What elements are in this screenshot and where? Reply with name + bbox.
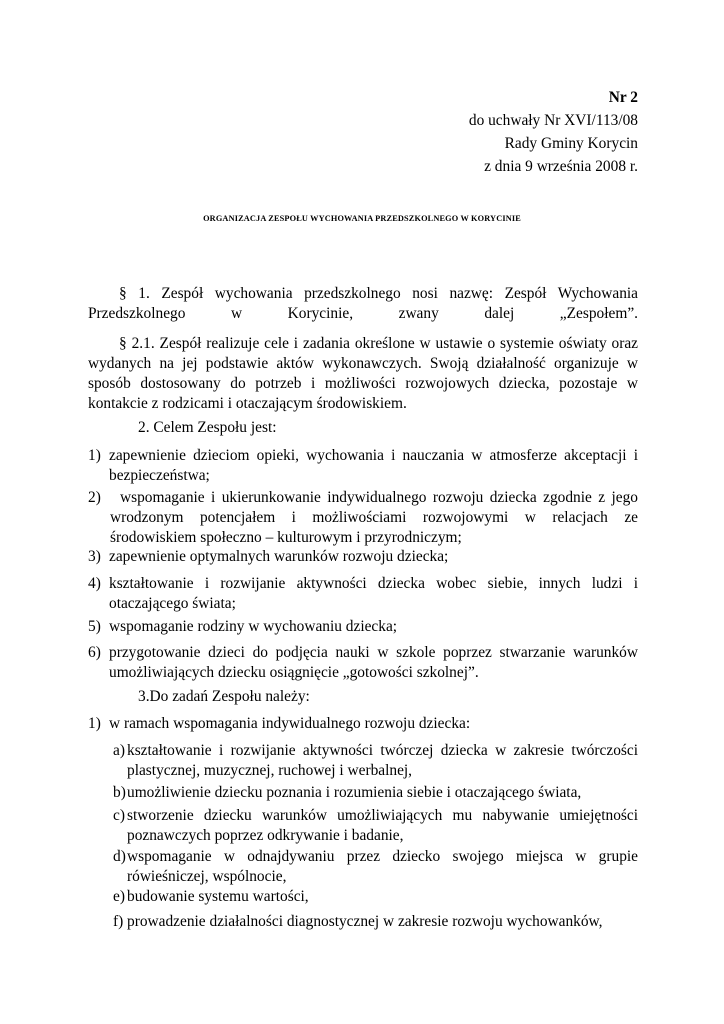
subtask-text: kształtowanie i rozwijanie aktywności twórczej dziecka w zakresie twórczości plastycznej, muzycznej, ruchowej i werbalnej, bbox=[127, 742, 638, 779]
subtask-text: wspomaganie w odnajdywaniu przez dziecko swojego miejsca w grupie rówieśniczej, wspólnocie, bbox=[127, 848, 638, 885]
subtask-text: umożliwienie dziecku poznania i rozumienia siebie i otaczającego świata, bbox=[127, 784, 582, 801]
subtask-item bbox=[113, 847, 638, 887]
goal-item bbox=[88, 547, 638, 567]
goal-item bbox=[88, 488, 638, 548]
subtask-letter: a) bbox=[113, 742, 125, 759]
subtask-text: prowadzenie działalności diagnostycznej w zakresie rozwoju wychowanków, bbox=[127, 913, 603, 930]
goal-number: 5) bbox=[88, 618, 101, 635]
task-item bbox=[88, 714, 638, 734]
goal-text: zapewnienie dzieciom opieki, wychowania i nauczania w atmosferze akceptacji i bezpieczeństwa; bbox=[109, 447, 638, 484]
attachment-number: Nr 2 bbox=[608, 89, 638, 106]
subtask-letter: d) bbox=[113, 848, 126, 865]
subtask-item bbox=[113, 912, 638, 932]
section-1-text: § 1. Zespół wychowania przedszkolnego nosi nazwę: Zespół Wychowania Przedszkolnego w Korycinie, zwany dalej „Zespołem”. bbox=[88, 285, 638, 322]
section-2-1-paragraph bbox=[88, 334, 638, 414]
section-1-paragraph bbox=[88, 284, 638, 324]
subtask-item bbox=[113, 806, 638, 846]
subtask-item bbox=[113, 783, 638, 803]
goal-number: 1) bbox=[88, 447, 101, 464]
resolution-date: z dnia 9 września 2008 r. bbox=[484, 158, 638, 175]
council-name: Rady Gminy Korycin bbox=[504, 135, 638, 152]
goal-text: wspomaganie rodziny w wychowaniu dziecka; bbox=[109, 618, 398, 635]
section-2-3-heading: 3.Do zadań Zespołu należy: bbox=[138, 688, 310, 705]
goal-text: wspomaganie i ukierunkowanie indywidualnego rozwoju dziecka zgodnie z jego wrodzonym potencjałem i możliwościami rozwojowymi w relacjach ze środowiskiem społeczno – kulturowym i przyrodniczym; bbox=[110, 489, 638, 546]
subtask-text: stworzenie dziecku warunków umożliwiających mu nabywanie umiejętności poznawczych poprzez odkrywanie i badanie, bbox=[127, 807, 638, 844]
resolution-reference: do uchwały Nr XVI/113/08 bbox=[468, 112, 638, 129]
subtask-item bbox=[113, 887, 638, 907]
document-title: ORGANIZACJA ZESPOŁU WYCHOWANIA PRZEDSZKOLNEGO W KORYCINIE bbox=[203, 214, 521, 223]
goal-text: zapewnienie optymalnych warunków rozwoju dziecka; bbox=[109, 548, 449, 565]
goal-item bbox=[88, 574, 638, 614]
subtask-text: budowanie systemu wartości, bbox=[127, 888, 309, 905]
subtask-letter: e) bbox=[113, 888, 125, 905]
goal-number: 2) bbox=[88, 489, 101, 506]
goal-item bbox=[88, 643, 638, 683]
goal-item bbox=[88, 617, 638, 637]
goal-item bbox=[88, 446, 638, 486]
task-number: 1) bbox=[88, 715, 101, 732]
subtask-letter: b) bbox=[113, 784, 126, 801]
section-2-1-text: § 2.1. Zespół realizuje cele i zadania określone w ustawie o systemie oświaty oraz wydanych na jej podstawie aktów wykonawczych. Swoją działalność organizuje w sposób dostosowany do potrzeb i możliwości rozwojowych dziecka, pozostaje w kontakcie z rodzicami i otaczającym środowiskiem. bbox=[88, 335, 638, 412]
subtask-letter: f) bbox=[113, 913, 124, 930]
goal-text: przygotowanie dzieci do podjęcia nauki w szkole poprzez stwarzanie warunków umożliwiających dziecku osiągnięcie „gotowości szkolnej”. bbox=[109, 644, 638, 681]
subtask-letter: c) bbox=[113, 807, 125, 824]
goal-number: 3) bbox=[88, 548, 101, 565]
goal-text: kształtowanie i rozwijanie aktywności dziecka wobec siebie, innych ludzi i otaczającego świata; bbox=[109, 575, 638, 612]
goal-number: 6) bbox=[88, 644, 101, 661]
goal-number: 4) bbox=[88, 575, 101, 592]
task-text: w ramach wspomagania indywidualnego rozwoju dziecka: bbox=[109, 715, 471, 732]
subtask-item bbox=[113, 741, 638, 781]
section-2-2-heading: 2. Celem Zespołu jest: bbox=[138, 419, 277, 436]
